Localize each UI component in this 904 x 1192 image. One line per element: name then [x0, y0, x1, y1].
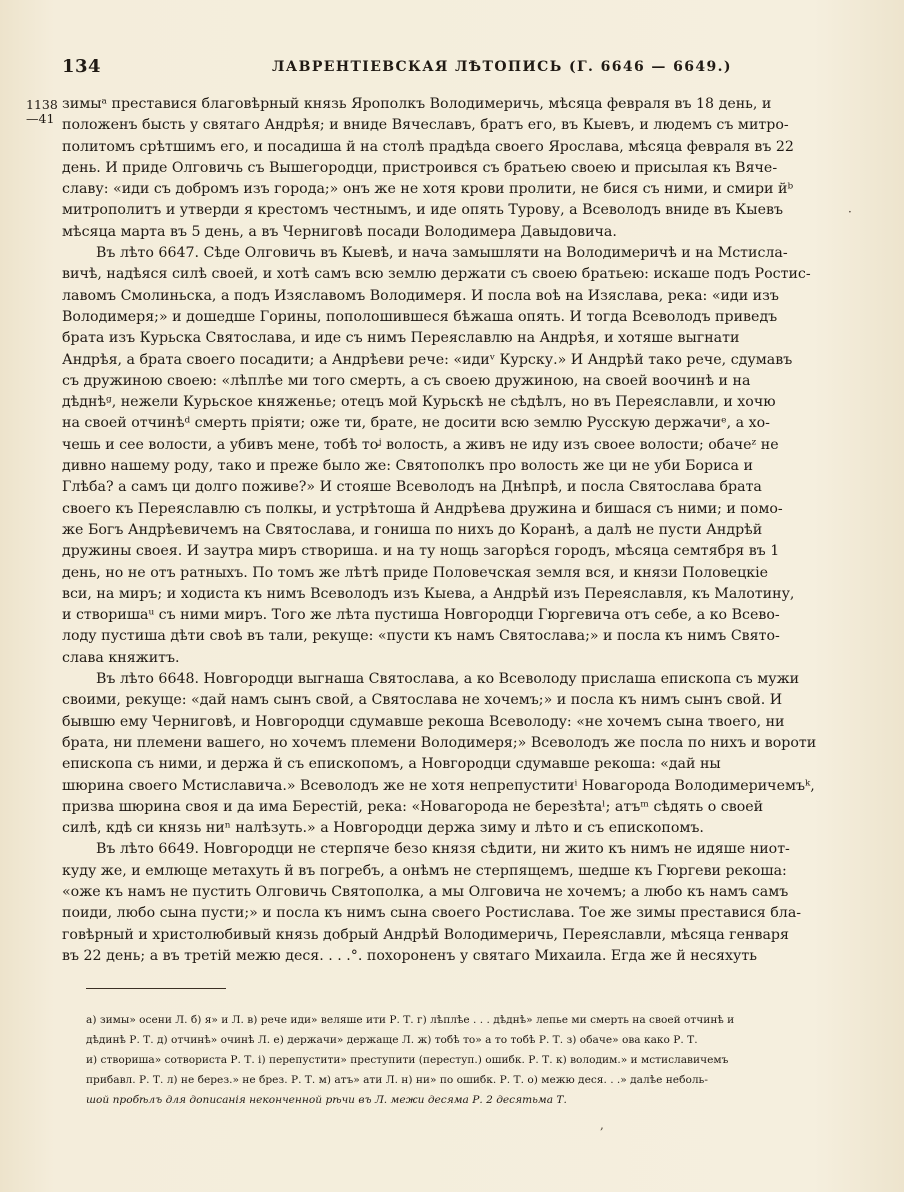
text-line: силѣ, кдѣ си князь ниⁿ налѣзуть.» а Новгородци держа зиму и лѣто и съ епископомъ. [62, 820, 704, 837]
text-line: съ дружиною своею: «лѣплѣе ми того смерть, а съ своею дружиною, на своей воочинѣ и на [62, 372, 751, 389]
text-line: призва шюрина своя и да има Берестій, река: «Новагорода не березѣтаˡ; атъᵐ сѣдять о своей [62, 798, 764, 815]
text-line: епископа съ ними, и держа й съ епископомъ, а Новгородци сдумавше рекоша: «дай ны [62, 756, 721, 773]
text-line: своими, рекуще: «дай намъ сынъ свой, а Святослава не хочемъ;» и посла къ нимъ сынъ свой. И [62, 692, 783, 709]
text-line: митрополитъ и утверди я крестомъ честнымъ, и иде опять Турову, а Всеволодъ вниде въ Кыевъ [62, 202, 783, 219]
text-line: Въ лѣто 6647. Сѣде Олговичь въ Кыевѣ, и нача замышляти на Володимеричѣ и на Мстисла- [96, 245, 788, 262]
text-line: дѣднѣᵍ, нежели Курьское княженье; отецъ мой Курьскѣ не сѣдѣлъ, но въ Переяславли, и хочю [62, 394, 776, 411]
text-line: въ 22 день; а въ третій межю деся. . . .°. похороненъ у святаго Михаила. Егда же й несяхуть [62, 947, 757, 964]
running-title: ЛАВРЕНТІЕВСКАЯ ЛѢТОПИСЬ (Г. 6646 — 6649.) [272, 59, 732, 75]
text-line: чешь и сее волости, а убивъ мене, тобѣ тоᶨ волость, а живъ не иду изъ своее волости; обачеᶻ не [62, 436, 779, 453]
text-line: «оже къ намъ не пустить Олговичь Святополка, а мы Олговича не хочемъ; а любо къ намъ самъ [62, 883, 789, 900]
text-line: Володимеря;» и дошедше Горины, пополошившеся бѣжаша опять. И тогда Всеволодъ приведъ [62, 308, 778, 325]
main-text-block [62, 94, 852, 967]
footnote-line: шой пробѣлъ для дописанія неконченной рѣчи въ Л. межи десяма Р. 2 десятьма Т. [86, 1094, 567, 1106]
text-line: мѣсяца марта въ 5 день, а въ Черниговѣ посади Володимера Давыдовича. [62, 223, 617, 240]
text-line: бывшю ему Черниговѣ, и Новгородци сдумавше рекоша Всеволоду: «не хочемъ сына твоего, ни [62, 713, 785, 730]
text-line: говѣрный и христолюбивый князь добрый Андрѣй Володимеричь, Переяславли, мѣсяца генваря [62, 926, 789, 943]
text-line: политомъ срѣтшимъ его, и посадиша й на столѣ прадѣда своего Ярослава, мѣсяца февраля въ 22 [62, 138, 794, 155]
text-line: куду же, и емлюще метахуть й въ погребъ, а онѣмъ не стерпящемъ, шедше къ Гюргеви рекоша: [62, 862, 787, 879]
text-line: Андрѣя, а брата своего посадити; а Андрѣеви рече: «идиᵛ Курску.» И Андрѣй тако рече, сдумавъ [62, 351, 793, 368]
text-line: Въ лѣто 6648. Новгородци выгнаша Святослава, а ко Всеволоду прислаша епископа съ мужи [96, 671, 800, 688]
text-line: зимыᵃ преставися благовѣрный князь Ярополкъ Володимеричь, мѣсяца февраля въ 18 день, и [62, 96, 772, 112]
text-line: брата, ни племени вашего, но хочемъ племени Володимеря;» Всеволодъ же посла по нихъ и вороти [62, 734, 817, 751]
text-line: дружины своея. И заутра миръ створиша. и на ту нощь загорѣся городъ, мѣсяца семтября въ 1 [62, 543, 780, 560]
footnotes-block [86, 1010, 856, 1110]
page-header [62, 56, 862, 80]
margin-year-note: 1138 [26, 97, 58, 112]
text-line: Глѣба? а самъ ци долго поживе?» И стояше Всеволодъ на Днѣпрѣ, и посла Святослава брата [62, 479, 762, 496]
text-line: поиди, любо сына пусти;» и посла къ нимъ сына своего Ростислава. Тое же зимы преставися бла- [62, 905, 802, 922]
text-line: положенъ бысть у святаго Андрѣя; и вниде Вячеславъ, братъ его, въ Кыевъ, и людемъ съ митро- [62, 117, 789, 134]
margin-year-note: —41 [26, 111, 55, 126]
text-line: на своей отчинѣᵈ смерть пріяти; оже ти, брате, не досити всю землю Русскую держачиᵉ, а хо- [62, 415, 770, 432]
text-line: шюрина своего Мстиславича.» Всеволодъ же не хотя непрепуститиⁱ Новагорода Володимеричемъᵏ, [62, 777, 815, 794]
footnote-line: дѣдинѣ Р. Т. д) отчинѣ» очинѣ Л. е) держачи» держаще Л. ж) тобѣ то» а то тобѣ Р. Т. з) обаче» ова како Р. Т. [86, 1034, 698, 1046]
page-mark: · [848, 205, 852, 219]
text-line: славу: «иди съ добромъ изъ города;» онъ же не хотя крови пролити, не бися съ ними, и смири йᵇ [62, 181, 794, 198]
text-line: брата изъ Курьска Святослава, и иде съ нимъ Переяславлю на Андрѣя, и хотяше выгнати [62, 330, 740, 347]
footnote-divider [86, 988, 226, 989]
footnote-line: прибавл. Р. Т. л) не берез.» не брез. Р. Т. м) атъ» ати Л. н) ни» по ошибк. Р. Т. о) межю деся. . .» далѣе неболь- [86, 1074, 708, 1086]
text-line: своего къ Переяславлю съ полкы, и устрѣтоша й Андрѣева дружина и бишася съ ними; и помо- [62, 500, 783, 517]
page-number: 134 [62, 56, 102, 77]
text-line: же Богъ Андрѣевичемъ на Святослава, и гониша по нихъ до Коранѣ, а далѣ не пусти Андрѣй [62, 521, 763, 538]
text-line: вичѣ, надѣяся силѣ своей, и хотѣ самъ всю землю держати съ своею братьею: искаше подъ Ростис- [62, 266, 811, 283]
text-line: день. И приде Олговичь съ Вышегородци, пристроився съ братьею своею и присылая къ Вяче- [62, 159, 778, 176]
footnote-line: а) зимы» осени Л. б) я» и Л. в) рече иди» веляше ити Р. Т. г) лѣплѣе . . . дѣднѣ» лепье ми смерть на своей отчинѣ и [86, 1014, 735, 1026]
text-line: дивно нашему роду, тако и преже было же: Святополкъ про волость же ци не уби Бориса и [62, 458, 753, 475]
text-line: вси, на миръ; и ходиста къ нимъ Всеволодъ изъ Кыева, а Андрѣй изъ Переяславля, къ Малотину, [62, 585, 795, 602]
footnote-line: и) створиша» сотвориста Р. Т. і) перепустити» преступити (переступ.) ошибк. Р. Т. к) володим.» и мстиславичемъ [86, 1054, 729, 1066]
text-line: день, но не отъ ратныхъ. По томъ же лѣтѣ приде Половечская земля вся, и князи Половецкіе [62, 564, 769, 581]
page-mark: , [600, 1118, 604, 1132]
text-line: лоду пустиша дѣти своѣ въ тали, рекуще: «пусти къ намъ Святослава;» и посла къ нимъ Свято- [62, 628, 780, 645]
text-line: и створишаᵘ съ ними миръ. Того же лѣта пустиша Новгородци Гюргевича отъ себе, а ко Всево- [62, 607, 780, 624]
text-line: слава княжитъ. [62, 649, 180, 666]
text-line: Въ лѣто 6649. Новгородци не стерпяче безо князя сѣдити, ни жито къ нимъ не идяше ниот- [96, 841, 790, 858]
text-line: лавомъ Смолиньска, а подъ Изяславомъ Володимеря. И посла воѣ на Изяслава, река: «иди изъ [62, 287, 779, 304]
